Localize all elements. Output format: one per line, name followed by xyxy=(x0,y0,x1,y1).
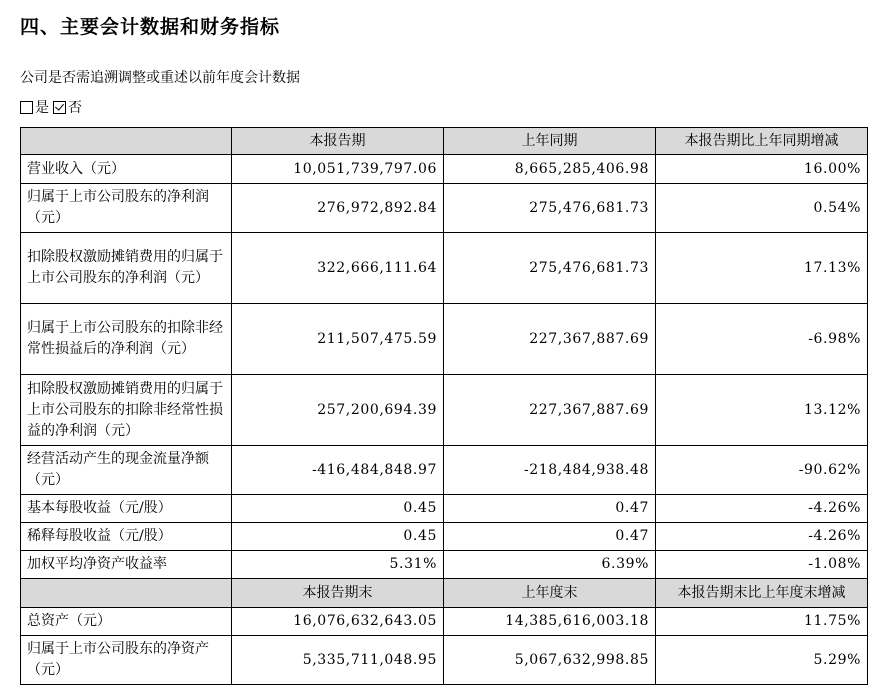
table-row xyxy=(21,523,868,551)
option-no[interactable] xyxy=(53,97,82,117)
change-value: -1.08% xyxy=(656,551,868,579)
prior-value: 6.39% xyxy=(444,551,656,579)
table-row xyxy=(21,608,868,636)
change-value: -4.26% xyxy=(656,523,868,551)
row-label: 基本每股收益（元/股） xyxy=(21,495,232,523)
table-header-row xyxy=(21,128,868,155)
prior-value: 0.47 xyxy=(444,495,656,523)
prior-value: 0.47 xyxy=(444,523,656,551)
change-value: 5.29% xyxy=(656,636,868,685)
row-label: 归属于上市公司股东的净资产（元） xyxy=(21,636,232,685)
current-value: 211,507,475.59 xyxy=(232,304,444,375)
current-value: 276,972,892.84 xyxy=(232,184,444,233)
change-value: 16.00% xyxy=(656,155,868,184)
prior-value: 227,367,887.69 xyxy=(444,375,656,446)
change-value: -4.26% xyxy=(656,495,868,523)
header-period-change: 本报告期比上年同期增减 xyxy=(656,128,868,155)
change-value: -90.62% xyxy=(656,446,868,495)
change-value: 13.12% xyxy=(656,375,868,446)
current-value: 5.31% xyxy=(232,551,444,579)
restatement-options xyxy=(20,97,82,117)
prior-value: -218,484,938.48 xyxy=(444,446,656,495)
change-value: 0.54% xyxy=(656,184,868,233)
header-period-end-change: 本报告期末比上年度末增减 xyxy=(656,579,868,608)
header-corner-cell xyxy=(21,128,232,155)
prior-value: 5,067,632,998.85 xyxy=(444,636,656,685)
prior-value: 14,385,616,003.18 xyxy=(444,608,656,636)
table-row xyxy=(21,495,868,523)
row-label: 营业收入（元） xyxy=(21,155,232,184)
prior-value: 8,665,285,406.98 xyxy=(444,155,656,184)
header-current-period: 本报告期 xyxy=(232,128,444,155)
current-value: 322,666,111.64 xyxy=(232,233,444,304)
row-label: 加权平均净资产收益率 xyxy=(21,551,232,579)
table-row xyxy=(21,304,868,375)
change-value: 11.75% xyxy=(656,608,868,636)
table-row xyxy=(21,233,868,304)
current-value: 16,076,632,643.05 xyxy=(232,608,444,636)
table-header-row xyxy=(21,579,868,608)
row-label: 总资产（元） xyxy=(21,608,232,636)
prior-value: 227,367,887.69 xyxy=(444,304,656,375)
current-value: 0.45 xyxy=(232,495,444,523)
header-prior-period: 上年同期 xyxy=(444,128,656,155)
current-value: 5,335,711,048.95 xyxy=(232,636,444,685)
current-value: 0.45 xyxy=(232,523,444,551)
change-value: 17.13% xyxy=(656,233,868,304)
current-value: 10,051,739,797.06 xyxy=(232,155,444,184)
header-corner-cell xyxy=(21,579,232,608)
table-row xyxy=(21,375,868,446)
option-yes-label: 是 xyxy=(35,100,49,116)
checkbox-yes-icon[interactable] xyxy=(20,101,33,114)
current-value: -416,484,848.97 xyxy=(232,446,444,495)
table-row xyxy=(21,155,868,184)
row-label: 经营活动产生的现金流量净额（元） xyxy=(21,446,232,495)
option-no-label: 否 xyxy=(68,100,82,116)
table-row xyxy=(21,551,868,579)
row-label: 扣除股权激励摊销费用的归属于上市公司股东的扣除非经常性损益的净利润（元） xyxy=(21,375,232,446)
restatement-question: 公司是否需追溯调整或重述以前年度会计数据 xyxy=(20,70,300,86)
header-period-end: 本报告期末 xyxy=(232,579,444,608)
prior-value: 275,476,681.73 xyxy=(444,184,656,233)
section-title: 四、主要会计数据和财务指标 xyxy=(20,16,281,38)
row-label: 稀释每股收益（元/股） xyxy=(21,523,232,551)
row-label: 归属于上市公司股东的净利润（元） xyxy=(21,184,232,233)
table-row xyxy=(21,184,868,233)
table-row xyxy=(21,446,868,495)
prior-value: 275,476,681.73 xyxy=(444,233,656,304)
checkbox-no-checked-icon[interactable] xyxy=(53,101,66,114)
row-label: 扣除股权激励摊销费用的归属于上市公司股东的净利润（元） xyxy=(21,233,232,304)
option-yes[interactable] xyxy=(20,97,49,117)
row-label: 归属于上市公司股东的扣除非经常性损益后的净利润（元） xyxy=(21,304,232,375)
current-value: 257,200,694.39 xyxy=(232,375,444,446)
change-value: -6.98% xyxy=(656,304,868,375)
header-prior-year-end: 上年度末 xyxy=(444,579,656,608)
financial-indicators-table xyxy=(20,127,868,685)
table-row xyxy=(21,636,868,685)
